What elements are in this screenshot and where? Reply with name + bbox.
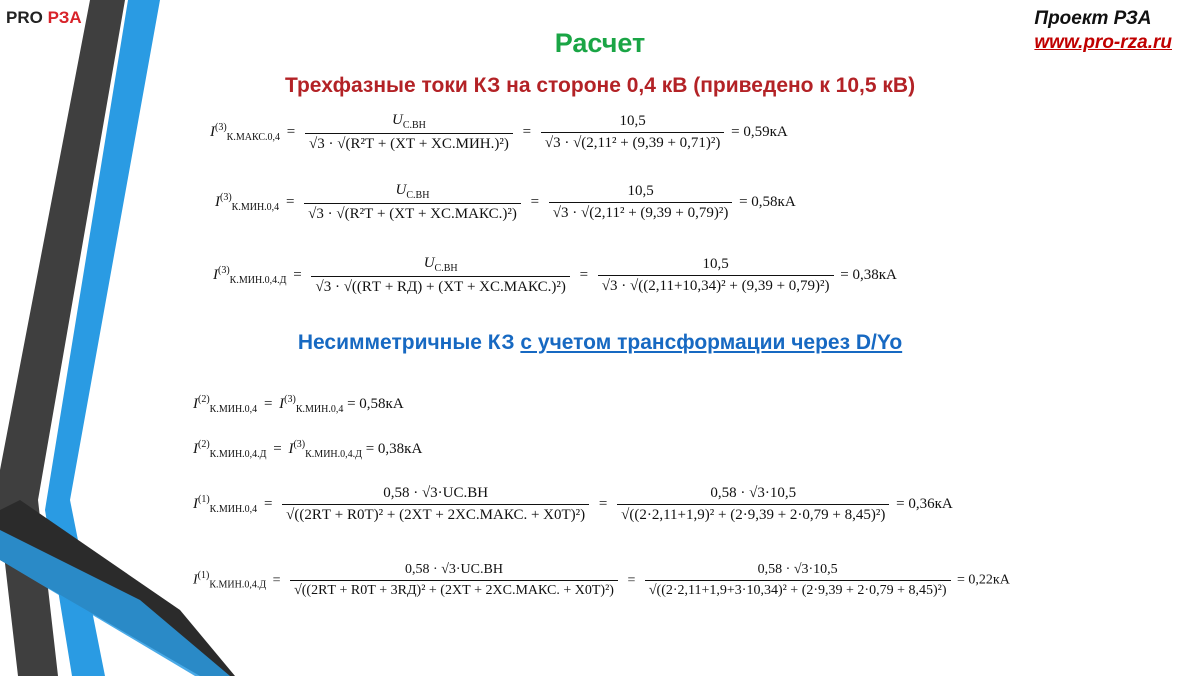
f2-den1: √3 · √(R²Т + (XТ + XС.МАКС.)²) — [308, 206, 517, 222]
formula-5: $I^{(2)}_{К.МИН.0,4.Д} = I^{(3)}_{К.МИН.0,4.Д} = 0,38кА$ — [193, 439, 423, 460]
formula-7: $I^{(1)}_{К.МИН.0,4.Д}$ = $\frac{0,58 \cdot √3\cdot UС.ВН}{\text{√((2RТ + R0Т + 3RД)² + (2XТ + 2XС.МАКС. + X0Т)²)}}$ = $\frac{0,58 \cdot √3\cdot 10,5}{\text{√((2·2,11+1,9+3·10,34)² + (2·9,39 + 2·0,79 + 8,45)²)}}$ = 0,22кА — [193, 562, 1010, 598]
f2-num1-sub: С.ВН — [406, 190, 430, 201]
section2-title — [0, 331, 1200, 355]
f3-lhs-sub: К.МИН.0,4.Д — [229, 274, 287, 286]
f6-lhs-sup: (1) — [198, 493, 210, 505]
f1-num2: 10,5 — [541, 113, 725, 133]
f7-num2: 0,58 · √3·10,5 — [645, 562, 951, 581]
f7-lhs-sub: К.МИН.0,4.Д — [209, 579, 267, 591]
f1-den1: √3 · √(R²Т + (XТ + XС.МИН.)²) — [309, 136, 509, 152]
f7-frac2 — [645, 562, 951, 599]
f7-den2: √((2·2,11+1,9+3·10,34)² + (2·9,39 + 2·0,79 + 8,45)²) — [648, 583, 947, 598]
f3-result: = 0,38кА — [840, 266, 897, 283]
f6-num1: 0,58 · √3·UС.ВН — [282, 485, 589, 505]
f1-lhs: I — [210, 123, 215, 140]
f2-frac1 — [304, 182, 521, 223]
f7-lhs: I — [193, 572, 198, 588]
f5-lhs: I — [193, 441, 198, 457]
f6-frac1 — [282, 485, 589, 524]
f4-lhs-sup: (2) — [198, 394, 210, 405]
f3-den2: √3 · √((2,11+10,34)² + (9,39 + 0,79)²) — [601, 278, 830, 294]
f2-num2: 10,5 — [549, 183, 733, 203]
f5-lhs-sup: (2) — [198, 439, 210, 450]
formula-1: $I^{(3)}_{К.МАКС.0,4}$ = $\frac{U_{С.ВН}}{\text{√3 · √(R²Т + (XТ + XС.МИН.)²)}}$ = $\frac{10,5}{\text{√3 · √(2,11² + (9,39 + 0,71)²)}}$ = 0,59кА — [210, 112, 788, 152]
f3-num1-sub: С.ВН — [434, 263, 458, 274]
f1-den2: √3 · √(2,11² + (9,39 + 0,71)²) — [544, 135, 721, 151]
f3-num1: U — [423, 255, 435, 271]
f6-den2: √((2·2,11+1,9)² + (2·9,39 + 2·0,79 + 8,45)²) — [621, 507, 886, 523]
f2-lhs-sub: К.МИН.0,4 — [231, 201, 280, 213]
f6-lhs-sub: К.МИН.0,4 — [209, 503, 258, 515]
logo-part-rza: РЗА — [47, 8, 82, 27]
f2-lhs-sup: (3) — [220, 191, 232, 203]
section2-title-underlined: с учетом трансформации через D/Yo — [520, 331, 903, 354]
page-title: Расчет — [554, 28, 646, 58]
formula-6: $I^{(1)}_{К.МИН.0,4}$ = $\frac{0,58 \cdot √3\cdot UС.ВН}{\text{√((2RТ + R0Т)² + (2XТ + 2XС.МАКС. + X0Т)²)}}$ = $\frac{0,58 \cdot √3\cdot 10,5}{\text{√((2·2,11+1,9)² + (2·9,39 + 2·0,79 + 8,45)²)}}$ = 0,36кА — [193, 485, 953, 523]
f5-rhs: I — [288, 441, 294, 457]
section1-title: Трехфазные токи КЗ на стороне 0,4 кВ (приведено к 10,5 кВ) — [284, 74, 916, 97]
f5-rhs-sup: (3) — [293, 439, 306, 450]
brand-name: Проект РЗА — [1034, 8, 1152, 29]
f3-frac2 — [598, 256, 834, 295]
f3-den1: √3 · √((RТ + RД) + (XТ + XС.МАКС.)²) — [315, 279, 566, 295]
logo-part-pro: PRO — [6, 8, 43, 27]
f5-result: = 0,38кА — [365, 441, 423, 457]
f1-frac1 — [305, 112, 513, 153]
f1-num1: U — [391, 112, 403, 128]
f7-num1: 0,58 · √3·UС.ВН — [290, 562, 618, 581]
section2-title-prefix: Несимметричные КЗ — [297, 331, 521, 354]
f3-frac1 — [311, 255, 569, 296]
f1-lhs-sup: (3) — [215, 121, 227, 133]
f3-num2: 10,5 — [598, 256, 834, 276]
f2-den2: √3 · √(2,11² + (9,39 + 0,79)²) — [552, 205, 729, 221]
f4-lhs: I — [193, 396, 198, 412]
f7-lhs-sup: (1) — [197, 570, 210, 582]
f3-lhs-sup: (3) — [218, 264, 230, 276]
f6-num2: 0,58 · √3·10,5 — [617, 485, 889, 505]
f4-rhs-sup: (3) — [284, 394, 296, 405]
f4-result: = 0,58кА — [347, 396, 404, 412]
f2-num1: U — [395, 182, 407, 198]
f1-frac2 — [541, 113, 725, 152]
f5-rhs-sub: К.МИН.0,4.Д — [305, 449, 362, 460]
f1-lhs-sub: К.МАКС.0,4 — [226, 131, 281, 143]
f6-frac2 — [617, 485, 889, 524]
f6-lhs: I — [193, 495, 198, 512]
f7-den1: √((2RТ + R0Т + 3RД)² + (2XТ + 2XС.МАКС. + X0Т)²) — [294, 583, 614, 598]
f1-result: = 0,59кА — [731, 123, 788, 140]
formula-2: $I^{(3)}_{К.МИН.0,4}$ = $\frac{U_{С.ВН}}{\text{√3 · √(R²Т + (XТ + XС.МАКС.)²)}}$ = $\frac{10,5}{\text{√3 · √(2,11² + (9,39 + 0,79)²)}}$ = 0,58кА — [215, 182, 796, 222]
f1-num1-sub: С.ВН — [402, 120, 426, 131]
f2-frac2 — [549, 183, 733, 222]
brand-url-link[interactable]: www.pro-rza.ru — [1034, 32, 1172, 53]
f5-lhs-sub: К.МИН.0,4.Д — [209, 449, 267, 460]
logo — [6, 8, 82, 28]
f4-rhs-sub: К.МИН.0,4 — [295, 404, 344, 415]
f4-rhs: I — [279, 396, 285, 412]
f2-result: = 0,58кА — [739, 193, 796, 210]
formula-3: $I^{(3)}_{К.МИН.0,4.Д}$ = $\frac{U_{С.ВН}}{\text{√3 · √((RТ + RД) + (XТ + XС.МАКС.)²)}}$ = $\frac{10,5}{\text{√3 · √((2,11+10,34)² + (9,39 + 0,79)²)}}$ = 0,38кА — [213, 255, 897, 295]
f3-lhs: I — [213, 266, 218, 283]
f7-frac1 — [290, 562, 618, 599]
f7-result: = 0,22кА — [957, 572, 1010, 588]
f6-result: = 0,36кА — [896, 495, 953, 512]
f6-den1: √((2RТ + R0Т)² + (2XТ + 2XС.МАКС. + X0Т)²) — [286, 507, 586, 523]
formula-4: $I^{(2)}_{К.МИН.0,4} = I^{(3)}_{К.МИН.0,4} = 0,58кА$ — [193, 394, 404, 415]
f4-lhs-sub: К.МИН.0,4 — [209, 404, 258, 415]
f2-lhs: I — [215, 193, 220, 210]
